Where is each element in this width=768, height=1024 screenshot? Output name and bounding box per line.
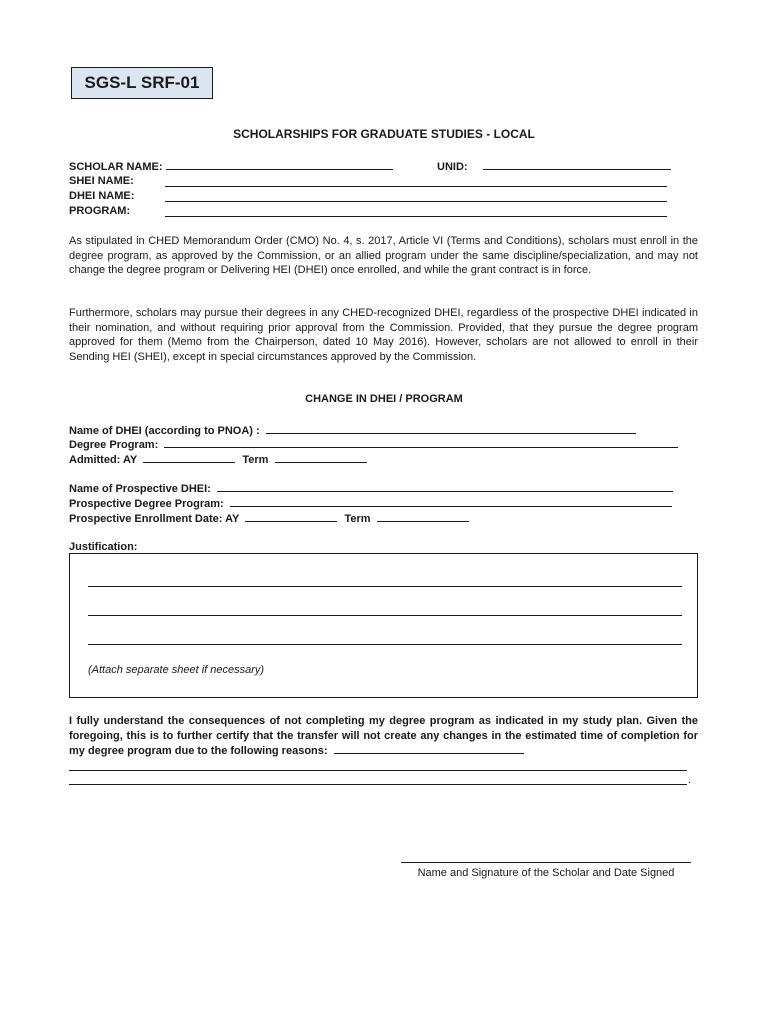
- change-section-title: CHANGE IN DHEI / PROGRAM: [305, 393, 463, 405]
- dhei-pnoa-field[interactable]: [266, 424, 636, 434]
- program-row: [69, 205, 130, 217]
- attach-note: (Attach separate sheet if necessary): [88, 664, 265, 676]
- reasons-line-2[interactable]: [69, 770, 687, 771]
- prospective-term-field[interactable]: [377, 512, 469, 522]
- form-title: SCHOLARSHIPS FOR GRADUATE STUDIES - LOCAL: [233, 127, 535, 141]
- prospective-enrollment-label: Prospective Enrollment Date: AY: [69, 513, 240, 525]
- admitted-ay-field[interactable]: [143, 453, 235, 463]
- dhei-name-label: DHEI NAME:: [69, 190, 135, 202]
- justification-label: Justification:: [69, 541, 138, 553]
- prospective-dhei-row: [69, 482, 673, 495]
- unid-row: [437, 160, 671, 173]
- admitted-term-label: Term: [242, 454, 269, 466]
- prospective-program-field[interactable]: [230, 497, 672, 507]
- degree-program-field[interactable]: [164, 438, 678, 448]
- dhei-name-field[interactable]: [165, 192, 667, 202]
- form-code-box: [71, 67, 213, 99]
- scholar-name-row: [69, 160, 393, 173]
- program-label: PROGRAM:: [69, 205, 131, 217]
- dhei-pnoa-row: [69, 424, 636, 437]
- justification-line-3[interactable]: [88, 644, 682, 645]
- admitted-term-field[interactable]: [275, 453, 367, 463]
- justification-box: [69, 553, 698, 698]
- prospective-program-row: [69, 497, 672, 510]
- program-field[interactable]: [165, 207, 667, 217]
- unid-label: UNID:: [437, 161, 468, 173]
- degree-program-row: [69, 438, 678, 451]
- reasons-period: .: [688, 774, 692, 786]
- justification-line-2[interactable]: [88, 615, 682, 616]
- form-code: SGS-L SRF-01: [84, 73, 200, 92]
- reasons-line-3[interactable]: [69, 784, 687, 785]
- certification-text: [69, 714, 698, 759]
- prospective-term-label: Term: [344, 513, 371, 525]
- signature-label: Name and Signature of the Scholar and Date Signed: [417, 867, 675, 879]
- signature-line[interactable]: [401, 862, 691, 863]
- shei-name-field[interactable]: [165, 177, 667, 187]
- prospective-enrollment-row: [69, 512, 469, 525]
- unid-field[interactable]: [483, 160, 671, 170]
- reasons-field-1[interactable]: [334, 744, 524, 754]
- furthermore-paragraph: Furthermore, scholars may pursue their degrees in any CHED-recognized DHEI, regardless of the prospective DHEI indicated in their nomination, and without requiring prior approval from the Commission. Provided, that they pursue the degree program approved for them (Memo from the Chairperson, dated 10 May 2016). However, scholars are not allowed to enroll in their Sending HEI (SHEI), except in special circumstances approved by the Commission.: [69, 307, 698, 363]
- terms-paragraph: As stipulated in CHED Memorandum Order (CMO) No. 4, s. 2017, Article VI (Terms and Conditions), scholars must enroll in the degree program, as approved by the Commission, or an allied program under the same discipline/specialization, and may not change the degree program or Delivering HEI (DHEI) once enrolled, and while the grant contract is in force.: [69, 235, 698, 277]
- admitted-ay-label: Admitted: AY: [69, 454, 138, 466]
- scholar-name-field[interactable]: [166, 160, 393, 170]
- prospective-dhei-field[interactable]: [217, 482, 673, 492]
- scholar-name-label: SCHOLAR NAME:: [69, 161, 163, 173]
- admitted-row: [69, 453, 367, 466]
- shei-name-label: SHEI NAME:: [69, 175, 134, 187]
- prospective-dhei-label: Name of Prospective DHEI:: [69, 483, 211, 495]
- prospective-program-label: Prospective Degree Program:: [69, 498, 224, 510]
- dhei-name-row: [69, 190, 134, 202]
- dhei-pnoa-label: Name of DHEI (according to PNOA) :: [69, 425, 260, 437]
- prospective-ay-field[interactable]: [245, 512, 337, 522]
- justification-line-1[interactable]: [88, 586, 682, 587]
- shei-name-row: [69, 175, 134, 187]
- degree-program-label: Degree Program:: [69, 439, 159, 451]
- certification-statement: I fully understand the consequences of not completing my degree program as indicated in my study plan. Given the foregoing, this is to further certify that the transfer will not create any changes in the estimated time of completion for my degree program due to the following reasons:: [69, 715, 698, 757]
